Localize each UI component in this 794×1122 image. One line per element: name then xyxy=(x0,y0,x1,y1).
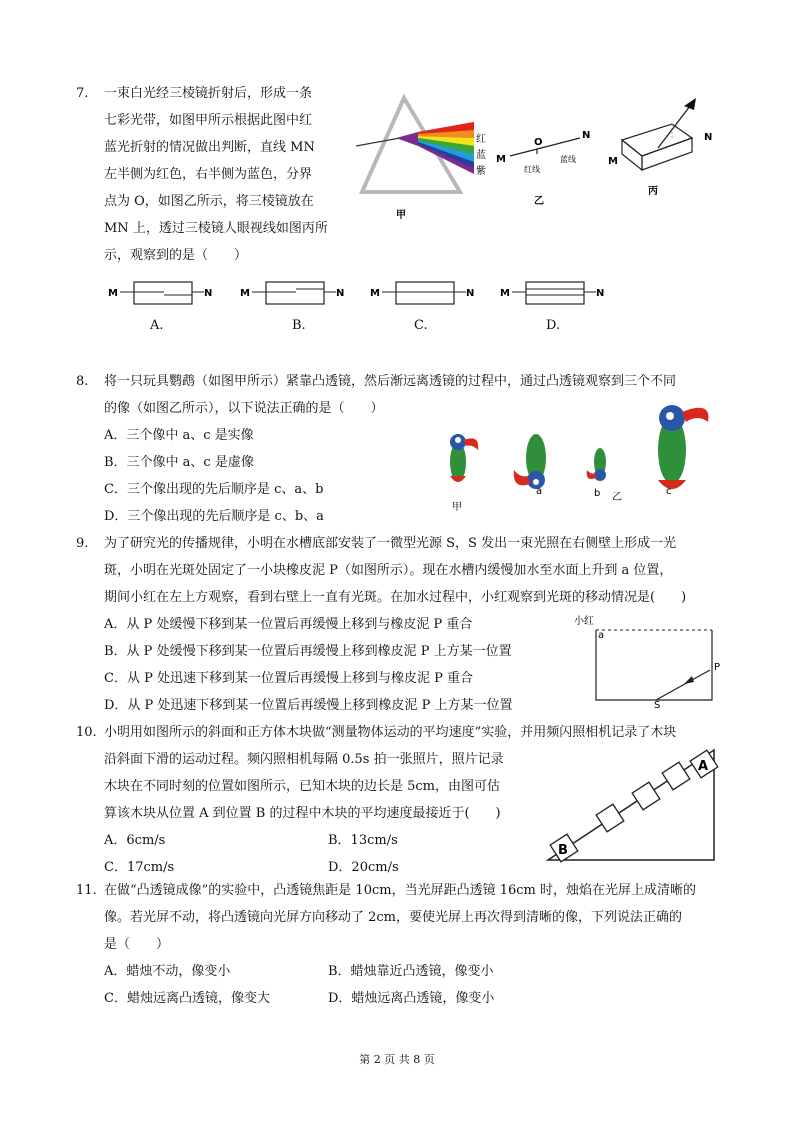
label-m: M xyxy=(608,156,618,167)
label-b: b xyxy=(594,488,601,499)
question-number: 11. xyxy=(76,883,97,898)
label-a: a xyxy=(598,630,605,641)
option-b[interactable]: B．三个像中 a、c 是虚像 xyxy=(104,455,254,470)
question-text-line: 点为 O，如图乙所示，将三棱镜放在 xyxy=(104,194,314,209)
option-label-c[interactable]: C. xyxy=(414,318,428,333)
label-a: A xyxy=(698,759,709,774)
label-o: O xyxy=(534,137,543,148)
option-a[interactable]: A．从 P 处缓慢下移到某一位置后再缓慢上移到与橡皮泥 P 重合 xyxy=(104,617,473,632)
label-blue: 蓝 xyxy=(476,150,486,161)
svg-text:N: N xyxy=(596,288,605,299)
question-number: 10. xyxy=(76,725,97,740)
option-label-a[interactable]: A. xyxy=(150,318,164,333)
parrot-a-icon xyxy=(514,434,546,489)
label-yi: 乙 xyxy=(612,492,622,503)
label-a: a xyxy=(536,486,543,497)
label-violet: 紫 xyxy=(476,166,486,177)
option-a[interactable]: A．6cm/s xyxy=(104,833,166,848)
label-s: S xyxy=(654,700,661,708)
light-ray xyxy=(656,670,710,700)
parrot-b-icon xyxy=(587,448,606,481)
arrow-icon xyxy=(684,676,694,684)
incident-ray xyxy=(356,138,400,146)
option-c[interactable]: C．17cm/s xyxy=(104,860,175,875)
option-d[interactable]: D．20cm/s xyxy=(328,860,399,875)
parrot-figure xyxy=(436,396,726,516)
question-number: 7. xyxy=(76,86,89,101)
option-c-figure xyxy=(370,278,480,308)
parrot-c-icon xyxy=(658,405,708,489)
question-number: 8. xyxy=(76,374,89,389)
question-text-line: 期间小红在左上方观察，看到右壁上一直有光斑。在加水过程中，小红观察到光斑的移动情况是( ) xyxy=(104,590,687,605)
question-text-line: 沿斜面下滑的运动过程。频闪照相机每隔 0.5s 拍一张照片，照片记录 xyxy=(104,752,504,767)
label-jia: 甲 xyxy=(452,502,462,513)
option-c[interactable]: C．蜡烛远离凸透镜，像变大 xyxy=(104,991,270,1006)
svg-text:N: N xyxy=(466,288,475,299)
prism-eye-figure-bing xyxy=(600,94,720,198)
svg-text:M: M xyxy=(370,288,380,299)
label-p: P xyxy=(714,662,721,673)
label-jia: 甲 xyxy=(396,210,406,221)
question-text-line: 左半侧为红色，右半侧为蓝色，分界 xyxy=(104,167,313,182)
option-b[interactable]: B．13cm/s xyxy=(328,833,398,848)
question-text-line: 是（ ） xyxy=(104,937,170,952)
option-c[interactable]: C．从 P 处迅速下移到某一位置后再缓慢上移到与橡皮泥 P 重合 xyxy=(104,671,473,686)
label-red: 红 xyxy=(476,134,486,145)
option-b[interactable]: B．从 P 处缓慢下移到某一位置后再缓慢上移到橡皮泥 P 上方某一位置 xyxy=(104,644,512,659)
eye-icon xyxy=(684,98,696,110)
label-m: M xyxy=(496,154,506,165)
question-text-line: 示，观察到的是（ ） xyxy=(104,248,248,263)
block-position xyxy=(662,762,690,790)
option-label-b[interactable]: B. xyxy=(292,318,306,333)
block-position xyxy=(632,782,660,810)
option-d-figure xyxy=(500,278,610,308)
question-text-line: 蓝光折射的情况做出判断，直线 MN xyxy=(104,140,315,155)
svg-text:M: M xyxy=(240,288,250,299)
label-n: N xyxy=(704,132,713,143)
line-mn-figure-yi xyxy=(494,126,594,208)
option-c[interactable]: C．三个像出现的先后顺序是 c、a、b xyxy=(104,482,324,497)
label-c: c xyxy=(666,486,672,497)
label-blue-line: 蓝线 xyxy=(560,155,576,164)
label-xiaohong: 小红 xyxy=(574,616,594,627)
question-text-line: 为了研究光的传播规律，小明在水槽底部安装了一微型光源 S，S 发出一束光照在右侧壁上形成一光 xyxy=(104,536,677,551)
label-b: B xyxy=(558,843,568,858)
question-text-line: MN 上，透过三棱镜人眼视线如图丙所 xyxy=(104,221,328,236)
svg-text:N: N xyxy=(336,288,345,299)
option-a-figure xyxy=(108,278,218,308)
question-text-line: 在做“凸透镜成像”的实验中，凸透镜焦距是 10cm，当光屏距凸透镜 16cm 时，烛焰在光屏上成清晰的 xyxy=(104,883,696,898)
svg-text:N: N xyxy=(204,288,213,299)
option-d[interactable]: D．三个像出现的先后顺序是 c、b、a xyxy=(104,509,324,524)
prism-figure-jia xyxy=(356,92,496,222)
option-d[interactable]: D．从 P 处迅速下移到某一位置后再缓慢上移到橡皮泥 P 上方某一位置 xyxy=(104,698,513,713)
option-a[interactable]: A．蜡烛不动，像变小 xyxy=(104,964,231,979)
label-bing: 丙 xyxy=(648,186,658,197)
option-b-figure xyxy=(240,278,350,308)
label-yi: 乙 xyxy=(534,196,544,207)
question-text-line: 将一只玩具鹦鹉（如图甲所示）紧靠凸透镜，然后渐远离透镜的过程中，通过凸透镜观察到三个不同 xyxy=(104,374,677,389)
label-n: N xyxy=(582,130,591,141)
tank xyxy=(596,630,712,700)
block-position xyxy=(596,804,624,832)
svg-text:M: M xyxy=(108,288,118,299)
option-label-d[interactable]: D. xyxy=(546,318,561,333)
question-text-line: 七彩光带，如图甲所示根据此图中红 xyxy=(104,113,313,128)
page-footer: 第 2 页 共 8 页 xyxy=(359,1053,435,1066)
water-tank-figure xyxy=(572,612,722,708)
option-b[interactable]: B．蜡烛靠近凸透镜，像变小 xyxy=(328,964,494,979)
question-text-line: 木块在不同时刻的位置如图所示，已知木块的边长是 5cm，由图可估 xyxy=(104,779,501,794)
question-text-line: 小明用如图所示的斜面和正方体木块做“测量物体运动的平均速度”实验，并用频闪照相机记录了木块 xyxy=(104,725,677,740)
question-text-line: 一束白光经三棱镜折射后，形成一条 xyxy=(104,86,313,101)
label-red-line: 红线 xyxy=(524,165,540,174)
question-text-line: 像。若光屏不动，将凸透镜向光屏方向移动了 2cm，要使光屏上再次得到清晰的像，下列说法正确的 xyxy=(104,910,683,925)
incline-figure xyxy=(544,744,720,864)
line-mn xyxy=(510,138,580,156)
option-a[interactable]: A．三个像中 a、c 是实像 xyxy=(104,428,254,443)
parrot-jia-icon xyxy=(450,434,478,482)
question-text-line: 斑，小明在光斑处固定了一小块橡皮泥 P（如图所示）。现在水槽内缓慢加水至水面上升到 a 位置， xyxy=(104,563,673,578)
svg-text:M: M xyxy=(500,288,510,299)
question-text-line: 的像（如图乙所示），以下说法正确的是（ ） xyxy=(104,401,384,416)
option-d[interactable]: D．蜡烛远离凸透镜，像变小 xyxy=(328,991,495,1006)
question-number: 9. xyxy=(76,536,89,551)
question-text-line: 算该木块从位置 A 到位置 B 的过程中木块的平均速度最接近于( ) xyxy=(104,806,501,821)
